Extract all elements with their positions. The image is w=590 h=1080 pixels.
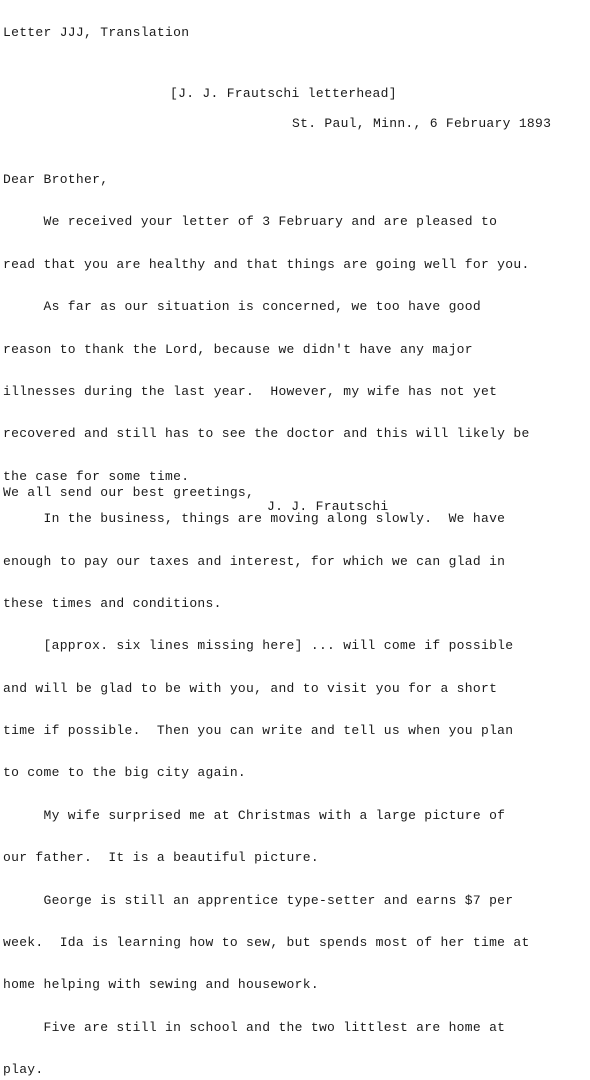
letter-body — [3, 145, 530, 1080]
body-line: home helping with sewing and housework. — [3, 977, 319, 993]
dateline: St. Paul, Minn., 6 February 1893 — [292, 116, 552, 131]
body-line: In the business, things are moving along slowly. We have — [3, 511, 506, 527]
body-line: and will be glad to be with you, and to visit you for a short — [3, 680, 498, 696]
body-line: read that you are healthy and that things are going well for you. — [3, 256, 530, 272]
body-line: recovered and still has to see the doctor and this will likely be — [3, 426, 530, 442]
body-line: reason to thank the Lord, because we didn't have any major — [3, 341, 473, 357]
body-line: illnesses during the last year. However, my wife has not yet — [3, 383, 498, 399]
body-line: to come to the big city again. — [3, 765, 247, 781]
body-line: As far as our situation is concerned, we too have good — [3, 299, 481, 315]
body-line: enough to pay our taxes and interest, for which we can glad in — [3, 553, 506, 569]
body-line: George is still an apprentice type-setter and earns $7 per — [3, 892, 514, 908]
salutation: Dear Brother, — [3, 172, 109, 187]
body-line: My wife surprised me at Christmas with a large picture of — [3, 807, 506, 823]
body-line: the case for some time. — [3, 468, 190, 484]
body-line: play. — [3, 1062, 44, 1078]
document-title: Letter JJJ, Translation — [3, 25, 190, 40]
letterhead-note: [J. J. Frautschi letterhead] — [170, 86, 397, 101]
body-line: week. Ida is learning how to sew, but spends most of her time at — [3, 935, 530, 951]
body-line: We received your letter of 3 February and are pleased to — [3, 214, 498, 230]
body-line: Five are still in school and the two littlest are home at — [3, 1019, 506, 1035]
closing-line: We all send our best greetings, — [3, 485, 255, 500]
body-line: our father. It is a beautiful picture. — [3, 850, 319, 866]
body-line: [approx. six lines missing here] ... will come if possible — [3, 638, 514, 654]
body-line: time if possible. Then you can write and tell us when you plan — [3, 723, 514, 739]
body-line: these times and conditions. — [3, 595, 222, 611]
signature-name: J. J. Frautschi — [267, 499, 389, 514]
